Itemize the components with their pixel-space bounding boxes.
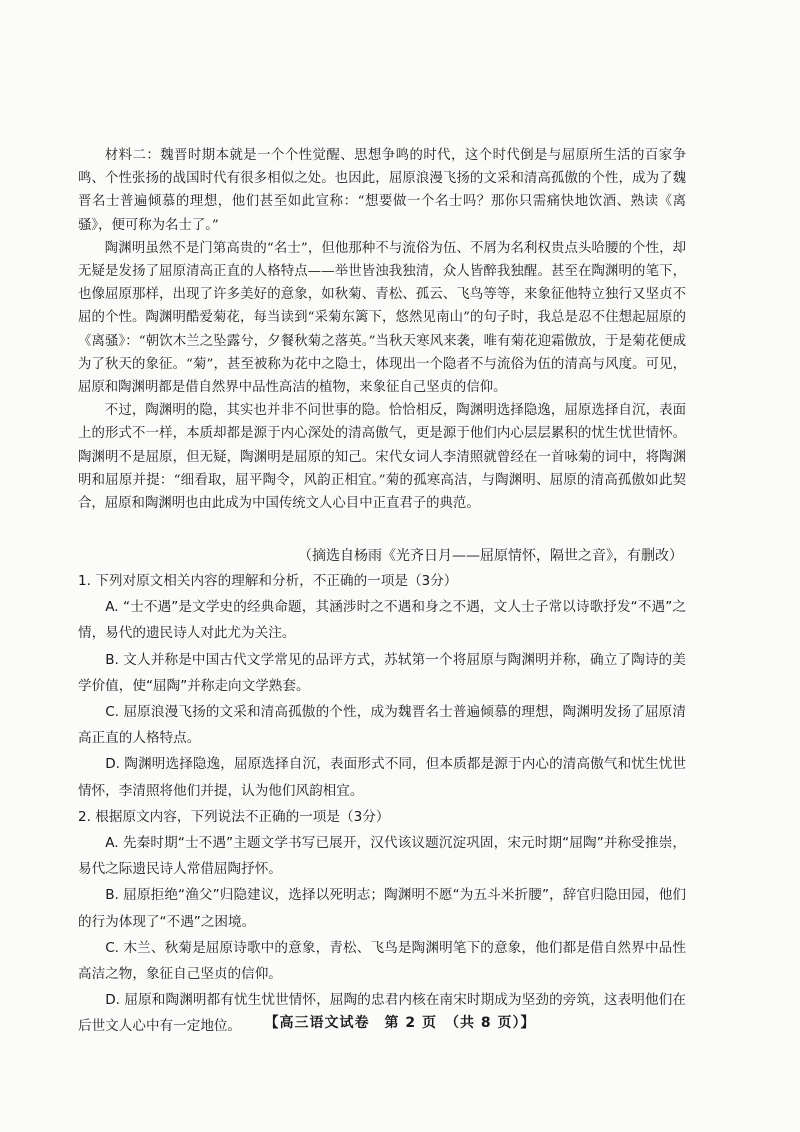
material-paragraph-2: 陶渊明虽然不是门第高贵的“名士”，但他那种不与流俗为伍、不屑为名利权贵点头哈腰的个性，却无疑是发扬了屈原清高正直的人格特点——举世皆浊我独清，众人皆醉我独醒。甚至在陶渊明的笔下，也像屈原那样，出现了许多美好的意象，如秋菊、青松、孤云、飞鸟等等，来象征他特立独行又坚贞不屈的个性。陶渊明酷爱菊花，每当读到“采菊东篱下，悠然见南山”的句子时，我总是忍不住想起屈原的《离骚》：“朝饮木兰之坠露兮，夕餐秋菊之落英。”当秋天寒风来袭，唯有菊花迎霜傲放，于是菊花便成为了秋天的象征。“菊”，甚至被称为花中之隐士，体现出一个隐者不与流俗为伍的清高与风度。可见，屈原和陶渊明都是借自然界中品性高洁的植物，来象征自己坚贞的信仰。 [78,240,686,396]
question-option: B. 文人并称是中国古代文学常见的品评方式，苏轼第一个将屈原与陶渊明并称，确立了陶诗的美学价值，使“屈陶”并称走向文学熟套。 [78,651,686,694]
question-option: C. 木兰、秋菊是屈原诗歌中的意象，青松、飞鸟是陶渊明笔下的意象，他们都是借自然界中品性高洁之物，象征自己坚贞的信仰。 [78,939,686,983]
question-option: D. 屈原和陶渊明都有忧生忧世情怀，屈陶的忠君内核在南宋时期成为坚劲的旁筑，这表明他们在后世文人心中有一定地位。 [78,992,686,1035]
question-stem: 2. 根据原文内容，下列说法不正确的一项是（3分） [78,808,390,825]
question-option: C. 屈原浪漫飞扬的文采和清高孤傲的个性，成为魏晋名士普遍倾慕的理想，陶渊明发扬了屈原清高正直的人格特点。 [78,704,686,747]
question-option: D. 陶渊明选择隐逸，屈原选择自沉，表面形式不同，但本质都是源于内心的清高傲气和忧生忧世情怀，李清照将他们并提，认为他们风韵相宜。 [78,756,686,799]
question-option: A. “士不遇”是文学史的经典命题，其涵涉时之不遇和身之不遇，文人士子常以诗歌抒发“不遇”之情，易代的遗民诗人对此尤为关注。 [78,599,686,642]
question-stem: 1. 下列对原文相关内容的理解和分析，不正确的一项是（3分） [78,573,458,589]
question-2 [78,804,686,1040]
material-paragraph-3: 不过，陶渊明的隐，其实也并非不问世事的隐。恰恰相反，陶渊明选择隐逸，屈原选择自沉，表面上的形式不一样，本质却都是源于内心深处的清高傲气，更是源于他们内心层层累积的忧生忧世情怀。陶渊明不是屈原，但无疑，陶渊明是屈原的知己。宋代女词人李清照就曾经在一首咏菊的词中，将陶渊明和屈原并提：“细看取，屈平陶令，风韵正相宜。”菊的孤寒高洁，与陶渊明、屈原的清高孤傲如此契合，屈原和陶渊明也由此成为中国传统文人心目中正直君子的典范。 [78,403,686,512]
question-1 [78,568,686,804]
question-option: A. 先秦时期“士不遇”主题文学书写已展开，汉代该议题沉淀巩固，宋元时期“屈陶”并称受推崇，易代之际遗民诗人常借屈陶抒怀。 [78,835,686,878]
question-option: B. 屈原拒绝“渔父”归隐建议，选择以死明志；陶渊明不愿“为五斗米折腰”，辞官归隐田园，他们的行为体现了“不遇”之困境。 [78,887,686,930]
source-citation: （摘选自杨雨《光齐日月——屈原情怀，隔世之音》，有删改） [298,548,683,564]
page-footer: 【高三语文试卷 第 2 页 （共 8 页）】 [264,1015,536,1031]
reading-material [78,144,686,515]
material-paragraph-1: 材料二：魏晋时期本就是一个个性觉醒、思想争鸣的时代，这个时代倒是与屈原所生活的百家争鸣、个性张扬的战国时代有很多相似之处。也因此，屈原浪漫飞扬的文采和清高孤傲的个性，成为了魏晋名士普遍倾慕的理想，他们甚至如此宣称：“想要做一个名士吗？那你只需痛快地饮酒、熟读《离骚》，便可称为名士了。” [78,148,686,233]
questions-section [78,568,686,1040]
